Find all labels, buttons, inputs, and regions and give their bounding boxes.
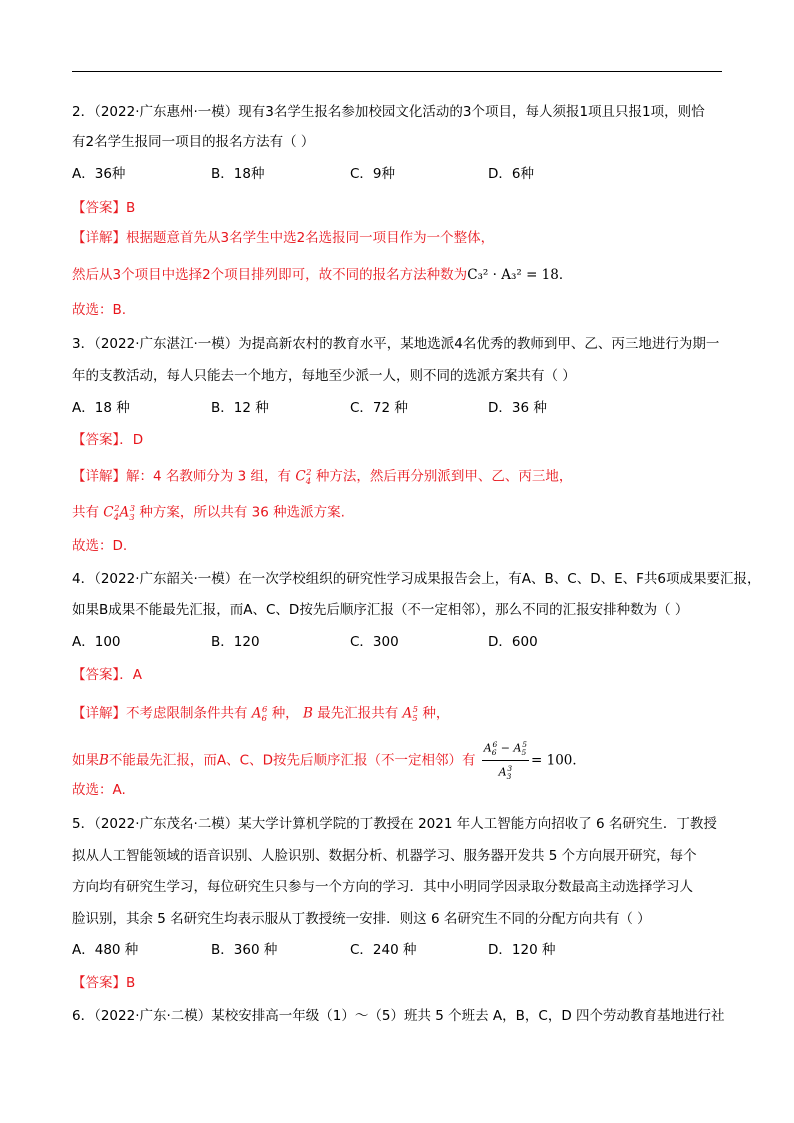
q3-detail-line2 bbox=[72, 499, 345, 528]
q4-permutation-a66: $A_6^6$ bbox=[251, 705, 268, 725]
q5-option-a: A．480 种 bbox=[72, 942, 139, 958]
q4-option-c: C．300 bbox=[350, 634, 399, 650]
q5-stem-line4: 脸识别，其余 5 名研究生均表示服从丁教授统一安排．则这 6 名研究生不同的分配方向共有（ ） bbox=[72, 911, 651, 927]
q4-detail2-text-c: 不能最先汇报，而A、C、D按先后顺序汇报（不一定相邻）有 bbox=[108, 752, 476, 769]
q5-option-b: B．360 种 bbox=[211, 942, 278, 958]
q4-permutation-a55: $A_5^5$ bbox=[402, 705, 419, 725]
q2-option-c: C．9种 bbox=[350, 166, 396, 182]
q3-detail2-text-a: 共有 bbox=[72, 504, 99, 521]
q3-detail-text-b: 种方法，然后再分别派到甲、乙、丙三地， bbox=[315, 468, 573, 485]
q4-fraction-denominator: $A_3^3$ bbox=[498, 763, 513, 781]
q4-answer: 【答案】．A bbox=[72, 667, 142, 683]
q4-fraction-numerator: $A_6^6 - A_5^5$ bbox=[482, 738, 529, 761]
q4-detail-b-var: B bbox=[302, 705, 313, 722]
q4-detail-text-e: 种， bbox=[422, 705, 450, 722]
q4-detail-text-b: 种， bbox=[271, 705, 299, 722]
q3-choose: 故选：D. bbox=[72, 538, 128, 554]
q3-detail-text-a: 【详解】解：4 名教师分为 3 组，有 bbox=[72, 468, 292, 485]
q2-option-d: D．6种 bbox=[488, 166, 534, 182]
q3-option-c: C．72 种 bbox=[350, 400, 408, 416]
q3-answer: 【答案】．D bbox=[72, 432, 144, 448]
q2-detail-line2 bbox=[72, 265, 572, 285]
q4-detail2-b-var: B bbox=[99, 752, 109, 769]
q2-detail-text: 然后从3个项目中选择2个项目排列即可，故不同的报名方法种数为 bbox=[72, 267, 468, 283]
q2-stem-line1: 2．（2022·广东惠州·一模）现有3名学生报名参加校园文化活动的3个项目，每人须报1项且只报1项，则恰 bbox=[72, 104, 705, 120]
q5-stem-line1: 5．（2022·广东茂名·二模）某大学计算机学院的丁教授在 2021 年人工智能方向招收了 6 名研究生．丁教授 bbox=[72, 816, 717, 832]
q3-option-d: D．36 种 bbox=[488, 400, 547, 416]
q3-detail2-text-b: 种方案，所以共有 36 种选派方案. bbox=[139, 504, 345, 521]
q4-choose: 故选：A. bbox=[72, 782, 126, 798]
q4-option-b: B．120 bbox=[211, 634, 260, 650]
q4-detail-line2 bbox=[72, 738, 586, 783]
q6-stem-line1: 6．（2022·广东·二模）某校安排高一年级（1）～（5）班共 5 个班去 A，B，C，D 四个劳动教育基地进行社 bbox=[72, 1008, 725, 1024]
header-rule bbox=[72, 71, 722, 72]
q4-option-a: A．100 bbox=[72, 634, 121, 650]
q4-stem-line1: 4．（2022·广东韶关·一模）在一次学校组织的研究性学习成果报告会上，有A、B、C、D、E、F共6项成果要汇报， bbox=[72, 571, 761, 587]
q4-detail-text-a: 【详解】不考虑限制条件共有 bbox=[72, 705, 248, 722]
q5-stem-line2: 拟从人工智能领域的语音识别、人脸识别、数据分析、机器学习、服务器开发共 5 个方向展开研究，每个 bbox=[72, 848, 697, 864]
q3-stem-line2: 年的支教活动，每人只能去一个地方，每地至少派一人，则不同的选派方案共有（ ） bbox=[72, 368, 576, 384]
q2-answer: 【答案】B bbox=[72, 200, 136, 216]
q2-option-a: A．36种 bbox=[72, 166, 126, 182]
q2-choose: 故选：B. bbox=[72, 302, 127, 318]
q4-detail-line1 bbox=[72, 700, 449, 729]
q3-formula-c42a33: $C_4^2A_3^3$ bbox=[103, 504, 136, 524]
q4-detail-text-d: 最先汇报共有 bbox=[317, 705, 399, 722]
q4-result: = 100． bbox=[531, 752, 586, 769]
q5-option-d: D．120 种 bbox=[488, 942, 556, 958]
q4-option-d: D．600 bbox=[488, 634, 538, 650]
q5-stem-line3: 方向均有研究生学习，每位研究生只参与一个方向的学习．其中小明同学因录取分数最高主动选择学习人 bbox=[72, 879, 693, 895]
q3-detail-line1 bbox=[72, 463, 572, 492]
q4-detail2-text-a: 如果 bbox=[72, 752, 99, 769]
q5-answer: 【答案】B bbox=[72, 975, 136, 991]
q3-stem-line1: 3．（2022·广东湛江·一模）为提高新农村的教育水平，某地选派4名优秀的教师到甲、乙、丙三地进行为期一 bbox=[72, 336, 720, 352]
q2-option-b: B．18种 bbox=[211, 166, 265, 182]
q2-detail-line1: 【详解】根据题意首先从3名学生中选2名选报同一项目作为一个整体， bbox=[72, 230, 495, 246]
q2-stem-line2: 有2名学生报同一项目的报名方法有（ ） bbox=[72, 134, 315, 150]
q4-fraction bbox=[482, 738, 529, 783]
q3-option-b: B．12 种 bbox=[211, 400, 269, 416]
q4-stem-line2: 如果B成果不能最先汇报，而A、C、D按先后顺序汇报（不一定相邻），那么不同的汇报安排种数为（ ） bbox=[72, 602, 689, 618]
q5-option-c: C．240 种 bbox=[350, 942, 417, 958]
q3-option-a: A．18 种 bbox=[72, 400, 130, 416]
q3-combination-c42: $C_4^2$ bbox=[295, 468, 312, 488]
q2-formula: C₃² · A₃² = 18． bbox=[467, 267, 573, 283]
